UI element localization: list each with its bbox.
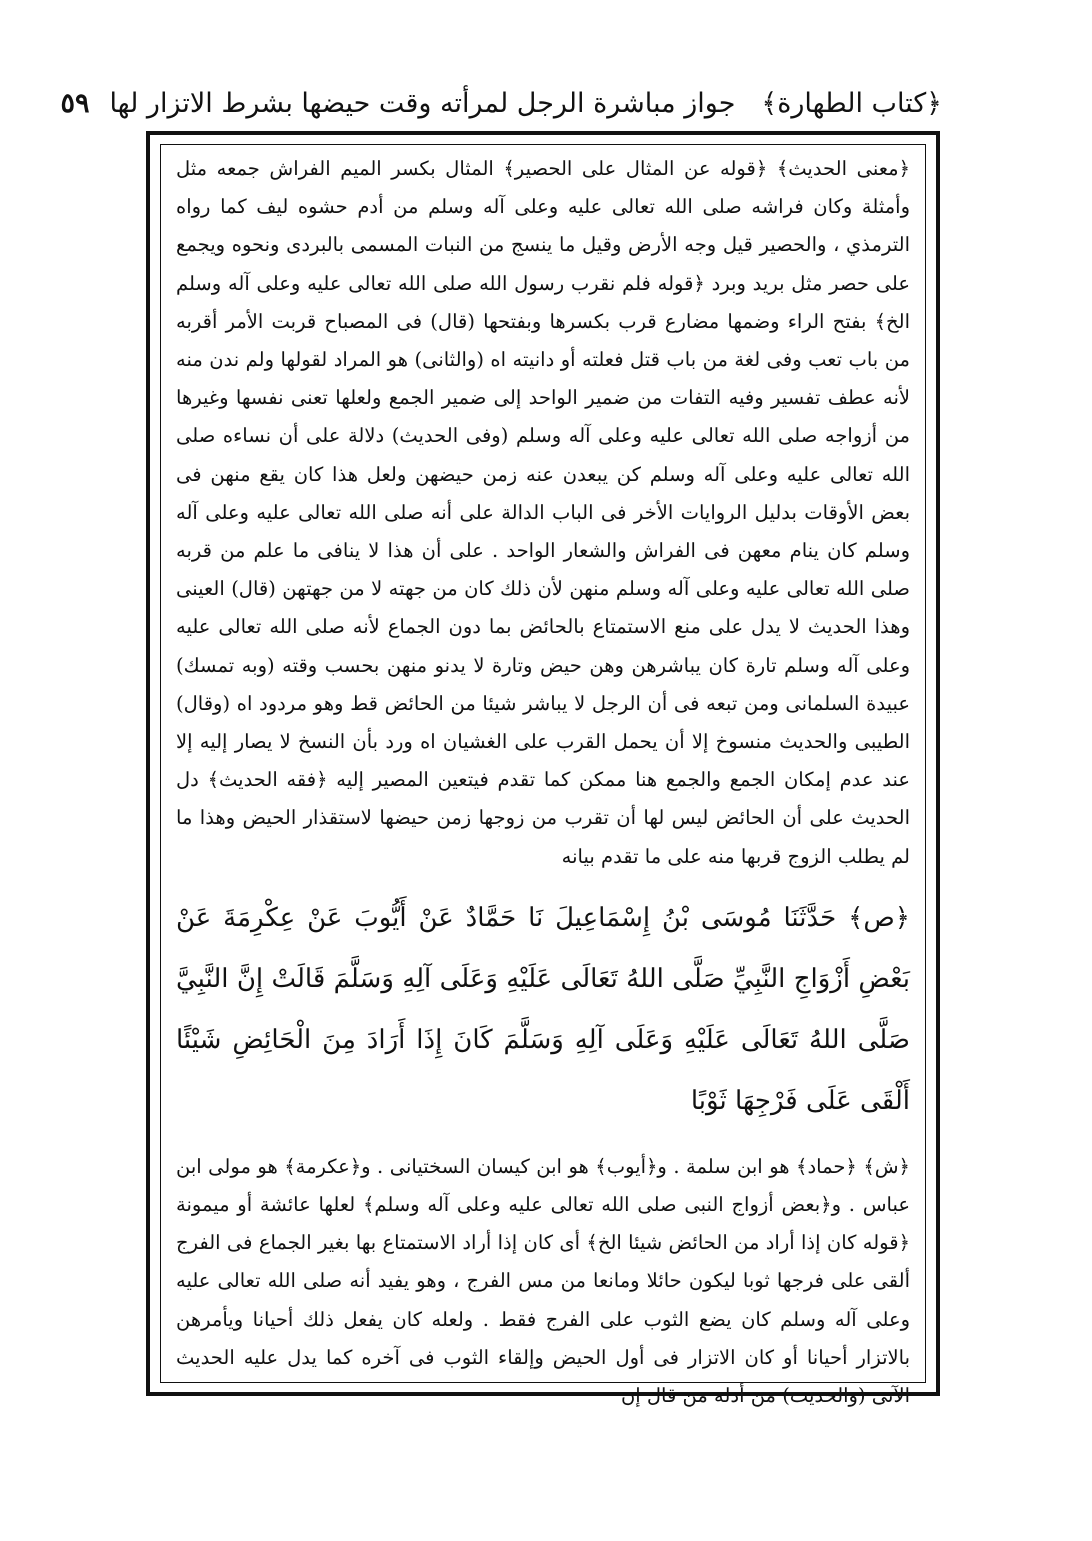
- commentary-bottom: [176, 1148, 910, 1415]
- commentary-bottom-text: ﴿ش﴾ ﴿حماد﴾ هو ابن سلمة . و﴿أيوب﴾ هو ابن كيسان السختيانى . و﴿عكرمة﴾ هو مولى ابن عباس . و﴿بعض أزواج النبى صلى الله تعالى عليه وعلى آله وسلم﴾ لعلها عائشة أو ميمونة ﴿قوله كان إذا أراد من الحائض شيئا الخ﴾ أى كان إذا أراد الاستمتاع بها بغير الجماع فى الفرج ألقى على فرجها ثوبا ليكون حائلا ومانعا من مس الفرج ، وهو يفيد أنه صلى الله تعالى عليه وعلى آله وسلم كان يضع الثوب على الفرج فقط . ولعله كان يفعل ذلك أحيانا ويأمرهن بالاتزار أحيانا أو كان الاتزار فى أول الحيض وإلقاء الثوب فى آخره كما يدل عليه الحديث الآتى (والحديث) من أدلة من قال إن: [176, 1154, 910, 1408]
- page-number: ٥٩: [60, 87, 90, 119]
- commentary-top-text: ﴿معنى الحديث﴾ ﴿قوله عن المثال على الحصير﴾ المثال بكسر الميم الفراش جمعه مثل وأمثلة وكان فراشه صلى الله تعالى عليه وعلى آله وسلم من أدم حشوه ليف كما رواه الترمذي ، والحصير قيل وجه الأرض وقيل ما ينسج من النبات المسمى بالبردى ونحوه ويجمع على حصر مثل بريد وبرد ﴿قوله فلم نقرب رسول الله صلى الله تعالى عليه وعلى آله وسلم الخ﴾ بفتح الراء وضمها مضارع قرب بكسرها وبفتحها (قال) فى المصباح قربت الأمر أقربه من باب تعب وفى لغة من باب قتل فعلته أو دانيته اه (والثانى) هو المراد لقولها ولم ندن منه لأنه عطف تفسير وفيه التفات من ضمير الواحد إلى ضمير الجمع ولعلها تعنى نفسها وغيرها من أزواجه صلى الله تعالى عليه وعلى آله وسلم (وفى الحديث) دلالة على أن نساءه صلى الله تعالى عليه وعلى آله وسلم كن يبعدن عنه زمن حيضهن ولعل هذا كان يقع منهن فى بعض الأوقات بدليل الروايات الأخر فى الباب الدالة على أنه صلى الله تعالى عليه وعلى آله وسلم كان ينام معهن فى الفراش والشعار الواحد . على أن هذا لا ينافى ما علم من قربه صلى الله تعالى عليه وعلى آله وسلم منهن لأن ذلك كان من جهته لا من جهتهن (قال) العينى وهذا الحديث لا يدل على منع الاستمتاع بالحائض بما دون الجماع لأنه صلى الله تعالى عليه وعلى آله وسلم تارة كان يباشرهن وهن حيض وتارة لا يدنو منهن بحسب وقته (وبه تمسك) عبيدة السلمانى ومن تبعه فى أن الرجل لا يباشر شيئا من الحائض قط وهو مردود اه (وقال) الطيبى والحديث منسوخ إلا أن يحمل القرب على الغشيان اه ورد بأن النسخ لا يصار إليه إلا عند عدم إمكان الجمع والجمع هنا ممكن كما تقدم فيتعين المصير إليه ﴿فقه الحديث﴾ دل الحديث على أن الحائض ليس لها أن تقرب من زوجها زمن حيضها لاستقذار الحيض وهذا ما لم يطلب الزوج قربها منه على ما تقدم بيانه: [176, 157, 910, 868]
- hadith-text: ﴿ص﴾ حَدَّثَنَا مُوسَى بْنُ إِسْمَاعِيلَ نَا حَمَّادٌ عَنْ أَيُّوبَ عَنْ عِكْرِمَةَ عَنْ بَعْضِ أَزْوَاجِ النَّبِيِّ صَلَّى اللهُ تَعَالَى عَلَيْهِ وَعَلَى آلِهِ وَسَلَّمَ قَالَتْ إِنَّ النَّبِيَّ صَلَّى اللهُ تَعَالَى عَلَيْهِ وَعَلَى آلِهِ وَسَلَّمَ كَانَ إِذَا أَرَادَ مِنَ الْحَائِضِ شَيْئًا أَلْقَى عَلَى فَرْجِهَا ثَوْبًا: [176, 902, 910, 1116]
- page-header: [60, 78, 942, 128]
- chapter-title: جواز مباشرة الرجل لمرأته وقت حيضها بشرط الاتزار لها: [109, 87, 736, 119]
- book-section-heading: ﴿كتاب الطهارة﴾: [761, 87, 942, 119]
- hadith-block: [176, 888, 910, 1132]
- commentary-top: [176, 150, 910, 876]
- page-body: [176, 150, 910, 1415]
